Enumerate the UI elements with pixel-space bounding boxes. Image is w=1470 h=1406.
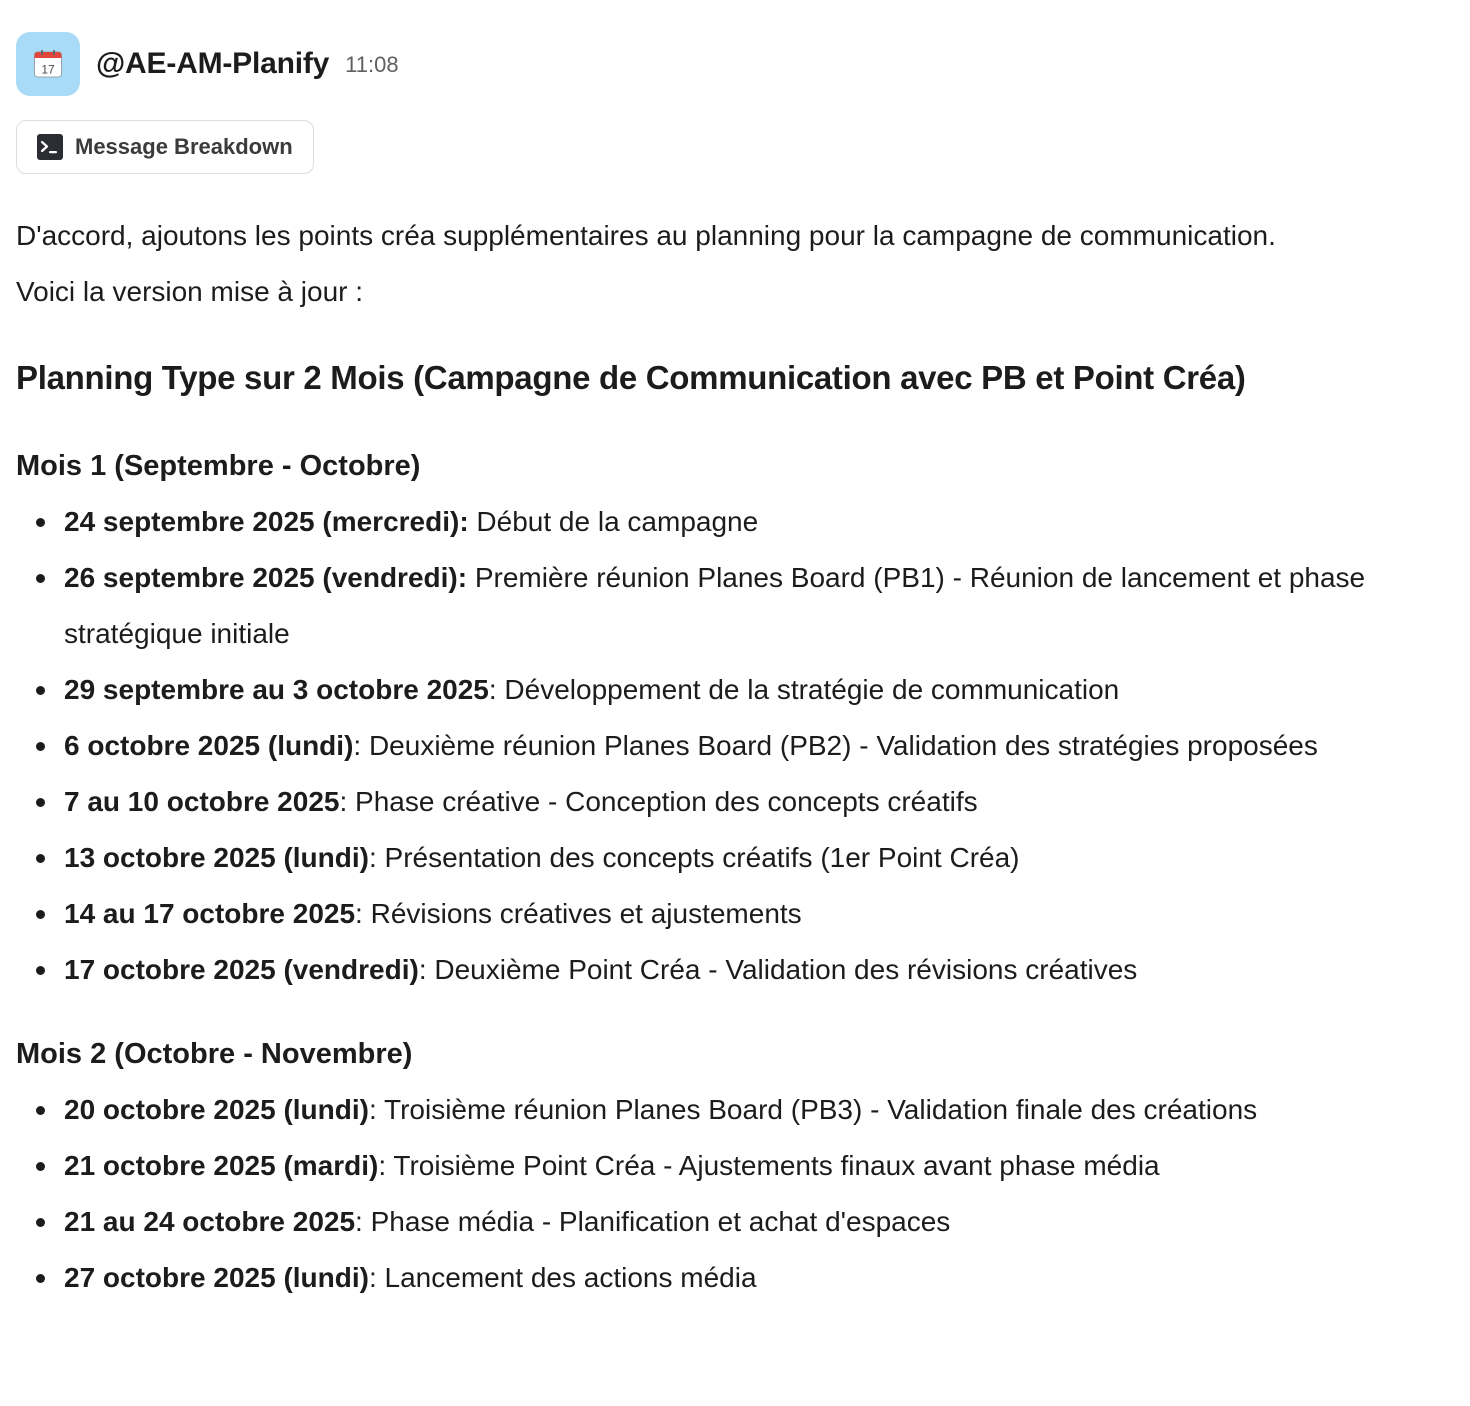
intro-text: D'accord, ajoutons les points créa supplémentaires au planning pour la campagne de communication. Voici la version mise à jour : [16, 220, 1276, 307]
item-text: : Lancement des actions média [368, 1262, 757, 1293]
item-date: 7 au 10 octobre 2025 [64, 786, 340, 817]
item-text: : Présentation des concepts créatifs (1er Point Créa) [368, 842, 1020, 873]
bullet [36, 1218, 45, 1227]
bullet [36, 1106, 45, 1115]
item-date: 27 octobre 2025 (lundi) [64, 1262, 369, 1293]
item-date: 21 octobre 2025 (mardi) [64, 1150, 379, 1181]
bullet [36, 574, 45, 583]
bullet [36, 518, 45, 527]
list-item [16, 718, 1424, 774]
list-item [16, 1194, 1424, 1250]
calendar-day: 17 [41, 62, 55, 77]
bullet [36, 854, 45, 863]
item-text: : Troisième réunion Planes Board (PB3) - Validation finale des créations [368, 1094, 1258, 1125]
chat-message [16, 32, 1446, 1306]
list-item [16, 550, 1424, 662]
sender-name[interactable]: @AE-AM-Planify [96, 47, 330, 80]
message-breakdown-label: Message Breakdown [75, 134, 293, 159]
list-item [16, 1082, 1424, 1138]
item-text: : Révisions créatives et ajustements [355, 898, 802, 929]
list-item [16, 774, 1424, 830]
item-text: Début de la campagne [468, 506, 759, 537]
bullet [36, 966, 45, 975]
list-item [16, 886, 1424, 942]
section-title-month-1: Mois 1 (Septembre - Octobre) [16, 450, 421, 482]
item-date: 29 septembre au 3 octobre 2025 [64, 674, 489, 705]
list-item [16, 1138, 1424, 1194]
terminal-icon [37, 134, 63, 160]
item-text: : Phase média - Planification et achat d'espaces [355, 1206, 951, 1237]
item-date: 6 octobre 2025 (lundi) [64, 730, 354, 761]
message-timestamp[interactable]: 11:08 [345, 52, 399, 77]
item-date: 20 octobre 2025 (lundi) [64, 1094, 369, 1125]
list-item [16, 662, 1424, 718]
item-date: 13 octobre 2025 (lundi) [64, 842, 369, 873]
list-item [16, 1250, 1424, 1306]
item-date: 21 au 24 octobre 2025 [64, 1206, 356, 1237]
item-text: : Troisième Point Créa - Ajustements finaux avant phase média [378, 1150, 1160, 1181]
item-date: 17 octobre 2025 (vendredi) [64, 954, 419, 985]
list-item [16, 494, 1424, 550]
item-text: : Deuxième Point Créa - Validation des révisions créatives [418, 954, 1138, 985]
bullet [36, 1162, 45, 1171]
item-text: Première réunion Planes Board (PB1) - Réunion de lancement et phase stratégique initiale [64, 562, 1366, 649]
item-date: 14 au 17 octobre 2025 [64, 898, 356, 929]
bullet [36, 742, 45, 751]
item-text: : Deuxième réunion Planes Board (PB2) - Validation des stratégies proposées [353, 730, 1318, 761]
item-date: 24 septembre 2025 (mercredi): [64, 506, 469, 537]
list-item [16, 830, 1424, 886]
item-date: 26 septembre 2025 (vendredi): [64, 562, 468, 593]
item-text: : Phase créative - Conception des concepts créatifs [339, 786, 978, 817]
message-header [16, 32, 1446, 96]
calendar-icon [33, 49, 63, 79]
item-text: : Développement de la stratégie de communication [488, 674, 1120, 705]
planning-title: Planning Type sur 2 Mois (Campagne de Communication avec PB et Point Créa) [16, 359, 1246, 396]
month-1-list [16, 494, 1446, 998]
bullet [36, 798, 45, 807]
section-title-month-2: Mois 2 (Octobre - Novembre) [16, 1038, 413, 1070]
bullet [36, 910, 45, 919]
bullet [36, 1274, 45, 1283]
bullet [36, 686, 45, 695]
message-breakdown-button[interactable] [16, 120, 314, 174]
month-2-list [16, 1082, 1446, 1306]
list-item [16, 942, 1424, 998]
avatar[interactable] [16, 32, 80, 96]
